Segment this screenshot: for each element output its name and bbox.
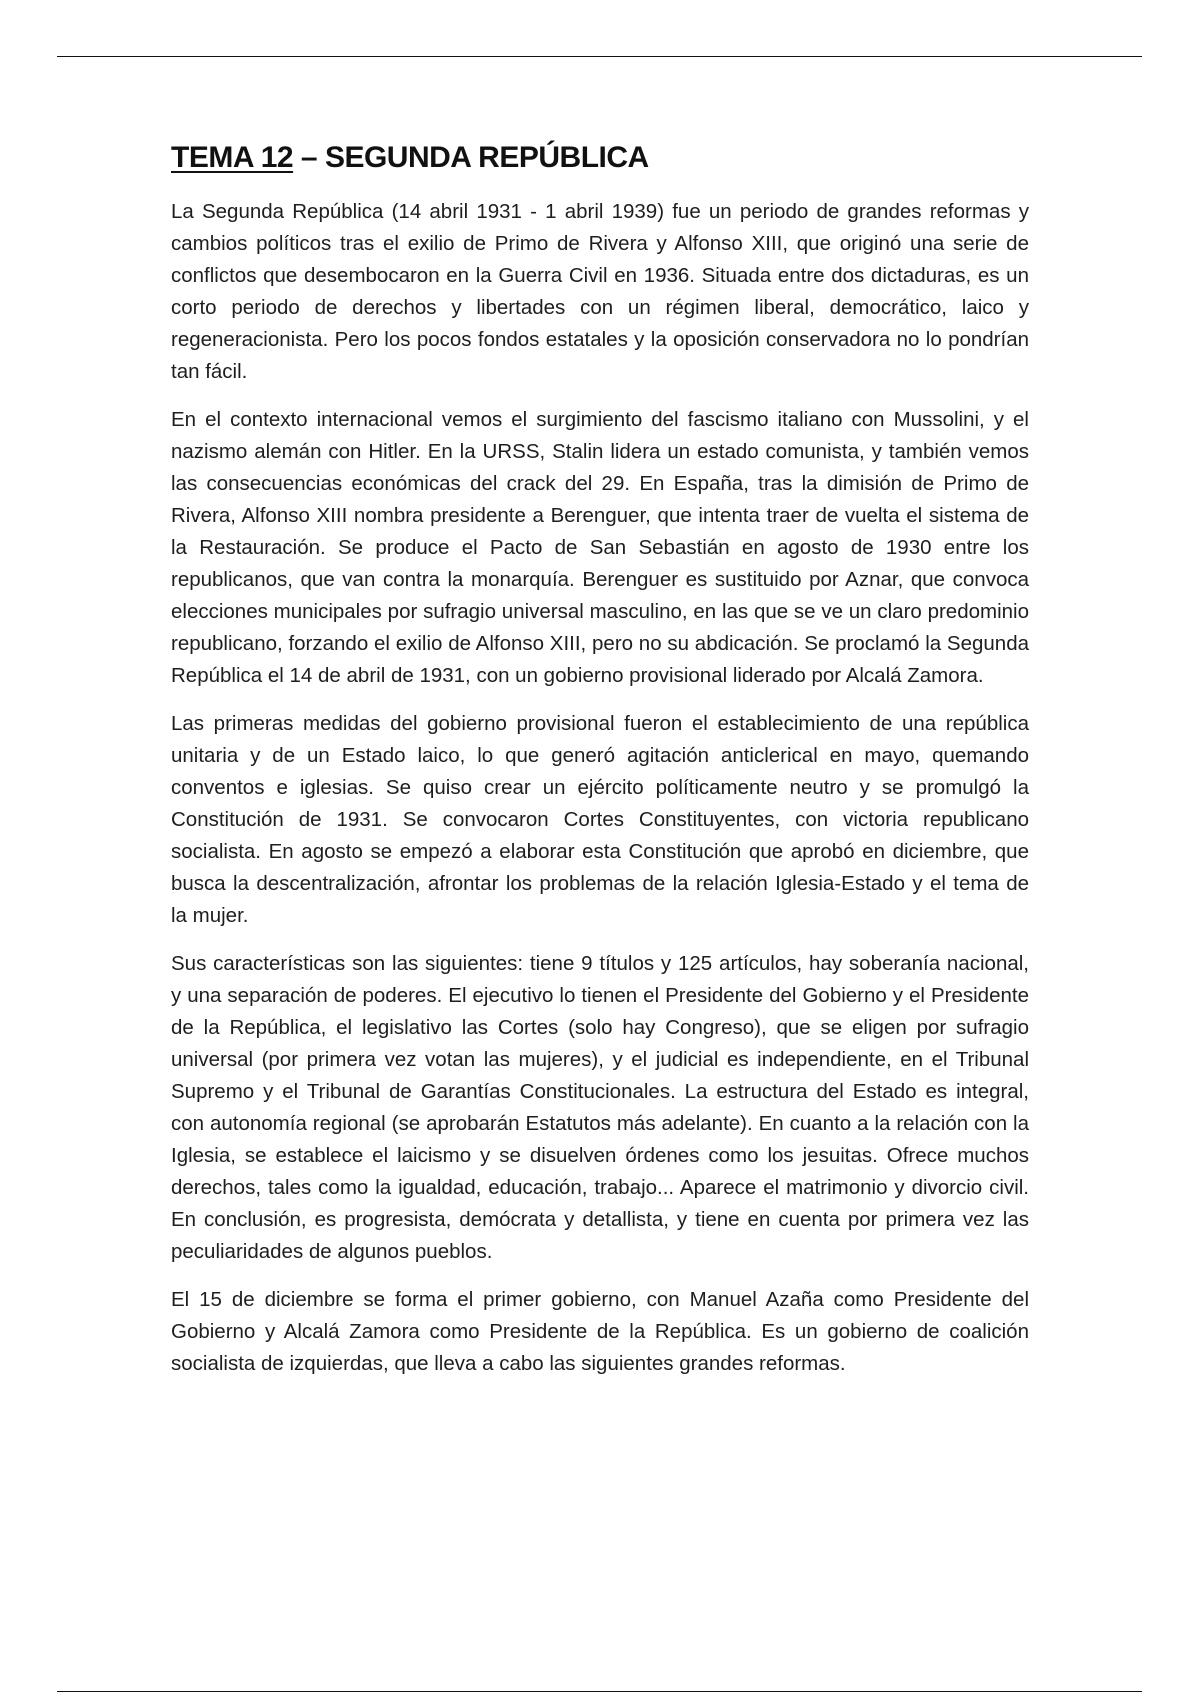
paragraph-context: En el contexto internacional vemos el surgimiento del fascismo italiano con Mussolini, y el nazismo alemán con Hitler. En la URSS, Stalin lidera un estado comunista, y también vemos las consecuencias económicas del crack del 29. En España, tras la dimisión de Primo de Rivera, Alfonso XIII nombra presidente a Berenguer, que intenta traer de vuelta el sistema de la Restauración. Se produce el Pacto de San Sebastián en agosto de 1930 entre los republicanos, que van contra la monarquía. Berenguer es sustituido por Aznar, que convoca elecciones municipales por sufragio universal masculino, en las que se ve un claro predominio republicano, forzando el exilio de Alfonso XIII, pero no su abdicación. Se proclamó la Segunda República el 14 de abril de 1931, con un gobierno provisional liderado por Alcalá Zamora. [171, 408, 1029, 687]
title-topic-number: TEMA 12 [171, 141, 294, 174]
paragraph-constitution: Sus características son las siguientes: tiene 9 títulos y 125 artículos, hay soberanía nacional, y una separación de poderes. El ejecutivo lo tienen el Presidente del Gobierno y el Presidente de la República, el legislativo las Cortes (solo hay Congreso), que se eligen por sufragio universal (por primera vez votan las mujeres), y el judicial es independiente, en el Tribunal Supremo y el Tribunal de Garantías Constitucionales. La estructura del Estado es integral, con autonomía regional (se aprobarán Estatutos más adelante). En cuanto a la relación con la Iglesia, se establece el laicismo y se disuelven órdenes como los jesuitas. Ofrece muchos derechos, tales como la igualdad, educación, trabajo... Aparece el matrimonio y divorcio civil. En conclusión, es progresista, demócrata y detallista, y tiene en cuenta por primera vez las peculiaridades de algunos pueblos. [171, 952, 1029, 1263]
paragraph-first-measures: Las primeras medidas del gobierno provisional fueron el establecimiento de una república unitaria y de un Estado laico, lo que generó agitación anticlerical en mayo, quemando conventos e iglesias. Se quiso crear un ejército políticamente neutro y se promulgó la Constitución de 1931. Se convocaron Cortes Constituyentes, con victoria republicano socialista. En agosto se empezó a elaborar esta Constitución que aprobó en diciembre, que busca la descentralización, afrontar los problemas de la relación Iglesia-Estado y el tema de la mujer. [171, 712, 1029, 927]
bottom-rule [57, 1691, 1142, 1692]
document-page [171, 140, 1029, 1396]
page-title [171, 140, 1029, 176]
paragraph-first-government: El 15 de diciembre se forma el primer gobierno, con Manuel Azaña como Presidente del Gobierno y Alcalá Zamora como Presidente de la República. Es un gobierno de coalición socialista de izquierdas, que lleva a cabo las siguientes grandes reformas. [171, 1288, 1029, 1375]
title-topic-name: – SEGUNDA REPÚBLICA [293, 141, 649, 174]
top-rule [57, 56, 1142, 57]
paragraph-intro: La Segunda República (14 abril 1931 - 1 abril 1939) fue un periodo de grandes reformas y cambios políticos tras el exilio de Primo de Rivera y Alfonso XIII, que originó una serie de conflictos que desembocaron en la Guerra Civil en 1936. Situada entre dos dictaduras, es un corto periodo de derechos y libertades con un régimen liberal, democrático, laico y regeneracionista. Pero los pocos fondos estatales y la oposición conservadora no lo pondrían tan fácil. [171, 200, 1029, 383]
